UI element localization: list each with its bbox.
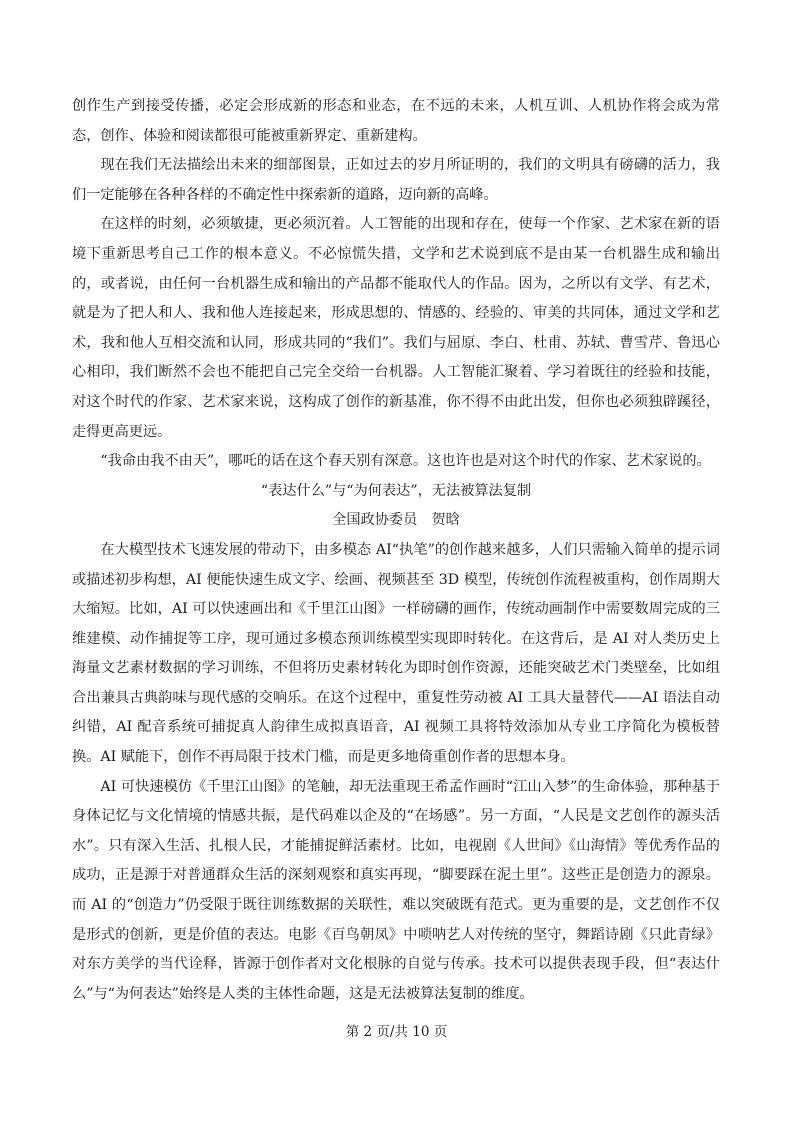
- document-body: [72, 92, 720, 1009]
- page-number-footer: 第 2 页/共 10 页: [345, 1024, 448, 1040]
- paragraph-nezha: “我命由我不由天”，哪吒的话在这个春天别有深意。这也许也是对这个时代的作家、艺术家说的。: [100, 453, 711, 470]
- paragraph-future: 现在我们无法描绘出未来的细部图景，正如过去的岁月所证明的，我们的文明具有磅礴的活力，我们一定能够在各种各样的不确定性中探索新的道路，迈向新的高峰。: [72, 157, 720, 203]
- paragraph-multimodal-ai: 在大模型技术飞速发展的带动下，由多模态 AI“执笔”的创作越来越多，人们只需输入简单的提示词或描述初步构想，AI 便能快速生成文字、绘画、视频甚至 3D 模型，传统创作流程被重构，创作周期大大缩短。比如，AI 可以快速画出和《千里江山图》一样磅礴的画作，传统动画制作中需要数周完成的三维建模、动作捕捉等工序，现可通过多模态预训练模型实现即时转化。在这背后，是 AI 对人类历史上海量文艺素材数据的学习训练，不但将历史素材转化为即时创作资源，还能突破艺术门类壁垒，比如组合出兼具古典韵味与现代感的交响乐。在这个过程中，重复性劳动被 AI 工具大量替代——AI 语法自动纠错，AI 配音系统可捕捉真人韵律生成拟真语音，AI 视频工具将特效添加从专业工序简化为模板替换。AI 赋能下，创作不再局限于技术门槛，而是更多地倚重创作者的思想本身。: [72, 541, 720, 766]
- paragraph-creativity: AI 可快速模仿《千里江山图》的笔触，却无法重现王希孟作画时“江山入梦”的生命体验，那种基于身体记忆与文化情境的情感共振，是代码难以企及的“在场感”。另一方面，“人民是文艺创作的源头活水”。只有深入生活、扎根人民，才能捕捉鲜活素材。比如，电视剧《人世间》《山海情》等优秀作品的成功，正是源于对普通群众生活的深刻观察和真实再现，“脚要踩在泥土里”。这些正是创造力的源泉。而 AI 的“创造力”仍受限于既往训练数据的关联性，难以突破既有范式。更为重要的是，文艺创作不仅是形式的创新，更是价值的表达。电影《百鸟朝凤》中唢呐艺人对传统的坚守，舞蹈诗剧《只此青绿》对东方美学的当代诠释，皆源于创作者对文化根脉的自觉与传承。技术可以提供表现手段，但“表达什么”与“为何表达”始终是人类的主体性命题，这是无法被算法复制的维度。: [72, 778, 720, 1002]
- paragraph-continuation: 创作生产到接受传播，必定会形成新的形态和业态，在不远的未来，人机互训、人机协作将会成为常态，创作、体验和阅读都很可能被重新界定、重新建构。: [72, 98, 720, 144]
- author-byline: 全国政协委员 贺晗: [332, 512, 460, 529]
- section-heading: “表达什么”与“为何表达”，无法被算法复制: [260, 482, 532, 499]
- paragraph-calm: 在这样的时刻，必须敏捷，更必须沉着。人工智能的出现和存在，使每一个作家、艺术家在新的语境下重新思考自己工作的根本意义。不必惊慌失措，文学和艺术说到底不是由某一台机器生成和输出的，或者说，由任何一台机器生成和输出的产品都不能取代人的作品。因为，之所以有文学、有艺术，就是为了把人和人、我和他人连接起来，形成思想的、情感的、经验的、审美的共同体，通过文学和艺术，我和他人互相交流和认同，形成共同的“我们”。我们与屈原、李白、杜甫、苏轼、曹雪芹、鲁迅心心相印，我们断然不会也不能把自己完全交给一台机器。人工智能汇聚着、学习着既往的经验和技能，对这个时代的作家、艺术家来说，这构成了创作的新基准，你不得不由此出发，但你也必须独辟蹊径，走得更高更远。: [72, 216, 720, 440]
